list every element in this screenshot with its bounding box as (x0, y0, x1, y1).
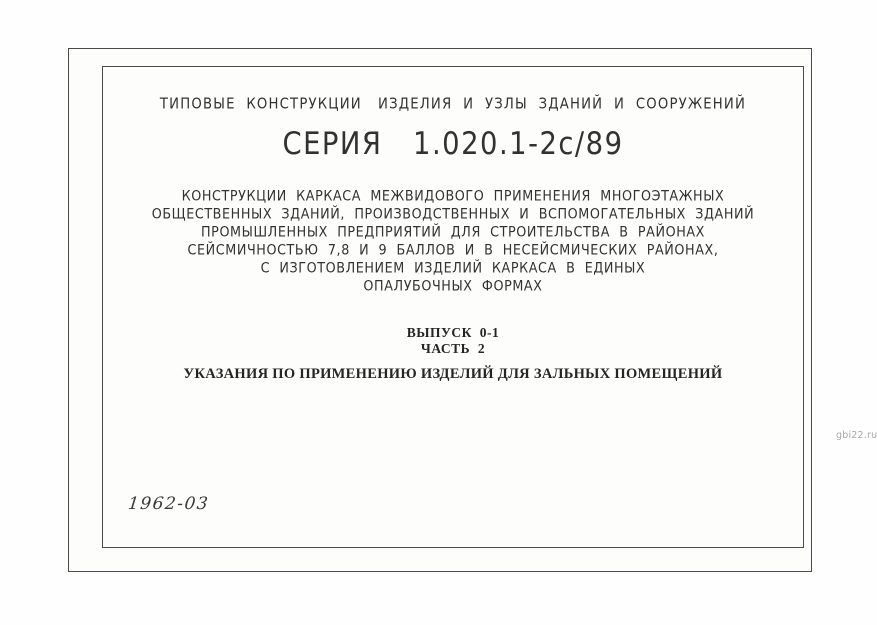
part-number: ЧАСТЬ 2 (420, 341, 486, 356)
document-subtitle: УКАЗАНИЯ ПО ПРИМЕНЕНИЮ ИЗДЕЛИЙ ДЛЯ ЗАЛЬНЫХ ПОМЕЩЕНИЙ (183, 366, 723, 382)
description-line: С ИЗГОТОВЛЕНИЕМ ИЗДЕЛИЙ КАРКАСА В ЕДИНЫХ (260, 260, 646, 277)
document-title: ТИПОВЫЕ КОНСТРУКЦИИ ИЗДЕЛИЯ И УЗЛЫ ЗДАНИЙ И СООРУЖЕНИЙ (159, 95, 747, 113)
description-line: ПРОМЫШЛЕННЫХ ПРЕДПРИЯТИЙ ДЛЯ СТРОИТЕЛЬСТВА В РАЙОНАХ (201, 224, 705, 241)
series-number: СЕРИЯ 1.020.1-2с/89 (282, 125, 624, 162)
description-line: СЕЙСМИЧНОСТЬЮ 7,8 И 9 БАЛЛОВ И В НЕСЕЙСМИЧЕСКИХ РАЙОНАХ, (187, 242, 719, 259)
site-watermark: gbi22.ru (836, 430, 877, 441)
description-line: ОБЩЕСТВЕННЫХ ЗДАНИЙ, ПРОИЗВОДСТВЕННЫХ И ВСПОМОГАТЕЛЬНЫХ ЗДАНИЙ (151, 206, 755, 223)
description-line: КОНСТРУКЦИИ КАРКАСА МЕЖВИДОВОГО ПРИМЕНЕНИЯ МНОГОЭТАЖНЫХ (181, 188, 725, 205)
handwritten-inventory-number: 1962-03 (126, 494, 211, 514)
description-block (102, 188, 804, 296)
description-line: ОПАЛУБОЧНЫХ ФОРМАХ (363, 278, 543, 295)
issue-number: ВЫПУСК 0-1 (406, 325, 500, 340)
